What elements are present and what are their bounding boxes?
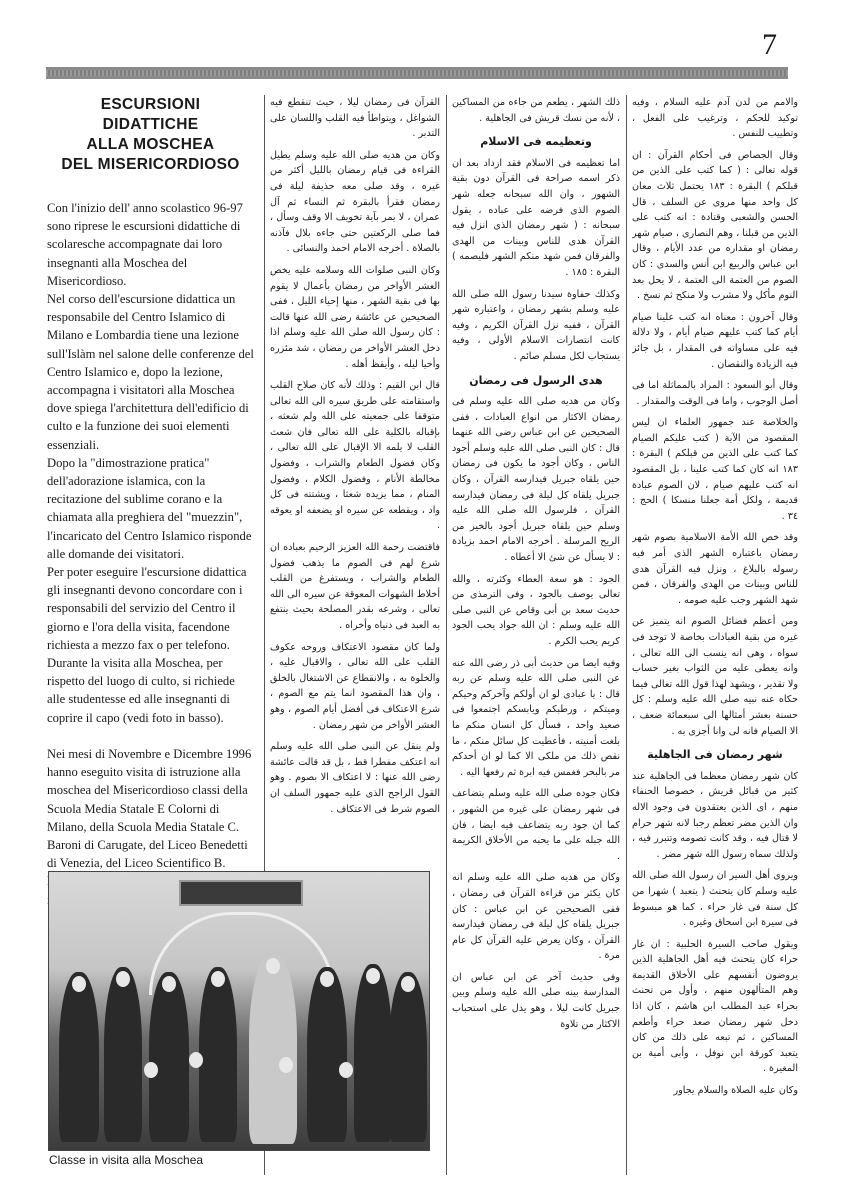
page-number: 7 (762, 28, 777, 61)
class-photo (48, 871, 430, 1151)
arabic-section-heading: هدى الرسول فى رمضان (469, 373, 603, 387)
title-line: DEL MISERICORDIOSO (61, 156, 240, 173)
arabic-paragraph: وفى حديث آخر عن ابن عباس ان المدارسة بينه صلى الله عليه وسلم وبين جبريل كانت ليلا ، وهو يدل على استحباب الاكثار من تلاوة (452, 971, 620, 1030)
article-paragraph: Con l'inizio dell' anno scolastico 96-97 sono riprese le escursioni didattiche di scolaresche accompagnate dai loro insegnanti alla Moschea del Misericordioso. (47, 201, 243, 288)
arabic-column-1 (270, 95, 440, 865)
person-silhouette (354, 964, 392, 1142)
arabic-paragraph: وقال أبو السعود : المراد بالمماثلة اما فى أصل الوجوب ، واما فى الوقت والمقدار . (632, 380, 798, 407)
person-silhouette (199, 967, 237, 1142)
arabic-paragraph: وكان عليه الصلاة والسلام يجاور (673, 1085, 798, 1097)
paragraph-gap (47, 727, 254, 745)
arabic-column-3 (632, 95, 798, 1170)
face-shape (72, 976, 86, 992)
arabic-paragraph: كان شهر رمضان معظما فى الجاهلية عند كثير من قبائل قريش ، خصوصا الحنفاء منهم ، اى الذين يعتقدون فى وجود الاله وان الذين مضر تعظم رجبا لانه شهر حرام لا قتال فيه ، وقد كانت تصومه وتتبرر فيه ، ولذلك سماه رسول الله شهر مضر . (632, 770, 798, 860)
title-line: ALLA MOSCHEA (86, 136, 215, 153)
person-silhouette (389, 972, 427, 1142)
title-line: ESCURSIONI (100, 96, 201, 113)
article-title (47, 95, 254, 175)
arabic-paragraph: وقال الجصاص فى أحكام القرآن : ان قوله تعالى : ( كما كتب على الذين من قبلكم ) البقرة : ١٨٣ يحتمل ثلاث معان كل واحد منها مروى عن السلف ، قال الحسن والشعبى وقتادة : انه كتب على الذين من قبلنا ، وهم النصارى ، صيام شهر رمضان او مقداره من عدد الأيام ، وقال ابن عباس والربيع ابن أنس والسدى : كان الصوم من العتمة الى العتمة ، لا يحل بعد النوم مأكل ولا مشرب ولا منكح ثم نسخ . (632, 149, 798, 302)
arabic-paragraph: القرآن فى رمضان ليلا ، حيث تنقطع فيه الشواغل ، ويتواطأ فيه القلب واللسان على التدبر . (270, 97, 440, 140)
photo-caption: Classe in visita alla Moschea (49, 1153, 204, 1167)
face-shape (401, 976, 415, 992)
italian-article (47, 95, 254, 909)
arabic-paragraph: وقال آخرون : معناه انه كتب علينا صيام أيام كما كتب عليهم صيام أيام ، ولا دلالة فيه على مساواته فى المقدار ، بل جائز فيه الزيادة والنقصان . (632, 311, 798, 370)
person-silhouette (307, 967, 347, 1142)
arabic-paragraph: وفيه ايضا من حديث أبى ذر رضى الله عنه عن النبى صلى الله عليه وسلم عن ربه قال : يا عبادى لو ان أولكم وآخركم وحيكم وميتكم ، ورطبكم ويابسكم اجتمعوا فى صعيد واحد ، فسأل كل انسان منكم ما بلغت أمنيته ، فأعطيت كل سائل منكم ، ما نقص ذلك من ملكى الا كما لو ان أحدكم مر بالبحر فغمس فيه ابرة ثم رفعها اليه . (452, 657, 620, 778)
column-divider (626, 95, 627, 1175)
arabic-section-heading: شهر رمضان فى الجاهلية (647, 748, 783, 762)
arabic-paragraph: ذلك الشهر ، يطعم من جاءه من المساكين ، لأنه من نسك قريش فى الجاهلية . (452, 97, 620, 124)
face-shape (211, 971, 225, 987)
arabic-paragraph: وكان النبى صلوات الله وسلامه عليه يخص العشر الأواخر من رمضان بأعمال لا يقوم بها فى بقية الشهر ، منها إحياء الليل ، ففى الصحيحين عن عائشة رضى الله عنها قالت : كان رسول الله صلى الله عليه وسلم اذا دخل العشر الأواخر من رمضان ، شد مئزره وأحيا ليله ، وأيقظ أهله . (270, 264, 440, 370)
arabic-paragraph: ولما كان مقصود الاعتكاف وروحه عكوف القلب على الله تعالى ، والاقبال عليه ، والخلوة به ، والانقطاع عن الاشتغال بالخلق ، وان هذا المقصود انما يتم مع الصوم ، شرع الاعتكاف فى أفضل أيام الصوم ، وهو العشر الأواخر من شهر رمضان . (270, 641, 440, 731)
article-paragraph: Per poter eseguire l'escursione didattica gli insegnanti devono concordare con i responsabili del servizio del Centro il giorno e l'ora della visita, facendone richiesta a mezzo fax o per telefono. (47, 565, 247, 652)
face-shape (116, 971, 130, 987)
face-shape (162, 976, 176, 992)
person-silhouette (59, 972, 99, 1142)
face-shape (320, 971, 334, 987)
article-paragraph: Durante la visita alla Moschea, per rispetto del luogo di culto, si richiede alle studentesse ed alle insegnanti di coprire il capo (vedi foto in basso). (47, 656, 235, 725)
person-silhouette (149, 972, 189, 1142)
arabic-paragraph: الجود : هو سعة العطاء وكثرته ، والله تعالى يوصف بالجود ، وفى الترمذى من حديث سعد بن أبى وقاص عن النبى صلى الله عليه وسلم : ان الله جواد يحب الجود كريم يحب الكرم . (452, 573, 620, 647)
arabic-paragraph: وكان من هديه صلى الله عليه وسلم فى رمضان الاكثار من انواع العبادات ، ففى الصحيحين عن ابن عباس رضى الله عنهما قال : كان النبى صلى الله عليه وسلم أجود الناس ، وكان أجود ما يكون فى رمضان حين يلقاه جبريل فيدارسه القرآن ، وكان جبريل يلقاه كل ليلة فى رمضان فيدارسه القرآن ، فلرسول الله صلى الله عليه وسلم حين يلقاه جبريل أجود بالخير من الريح المرسلة . أخرجه الامام احمد بزيادة : لا يسأل عن شئ الا أعطاه . (452, 396, 620, 564)
face-shape (366, 968, 380, 984)
arabic-paragraph: ويقول صاحب السيرة الحلبية : ان غار حراء كان يتحنث فيه أهل الجاهلية الذين يروضون أنفسهم على الأخلاق القديمة وهم المتألهون منهم ، وأول من تحنث بحراء عبد المطلب ابن هاشم ، كان اذا دخل شهر رمضان صعد حراء وأطعم المساكين ، ثم تبعه على ذلك من كان يتعبد كورقة ابن نوفل ، وأبى أمية بن المغيرة . (632, 938, 798, 1075)
face-shape (339, 1062, 353, 1078)
arabic-paragraph: ومن أعظم فضائل الصوم انه يتميز عن غيره من بقية العبادات بخاصة لا توجد فى سواه ، وهى انه ينسب الى الله تعالى ، وانه يعطى عليه من الثواب بغير حساب ولا تقدير ، ويشهد لهذا قول الله تعالى فيما حكاه عنه نبيه صلى الله عليه وسلم : كل حسنة بعشر أمثالها الى سبعمائة ضعف ، الا الصيام فانه لى وانا أجزى به . (632, 616, 798, 737)
face-shape (279, 1057, 293, 1073)
arabic-column-2 (452, 95, 620, 1170)
person-silhouette (104, 967, 142, 1142)
face-shape (189, 1052, 203, 1068)
arabic-paragraph: ولم ينقل عن النبى صلى الله عليه وسلم انه اعتكف مفطرا قط ، بل قد قالت عائشة رضى الله عنها : لا اعتكاف الا بصوم . وهو القول الراجح الذى عليه جمهور السلف ان الصوم شرط فى الاعتكاف . (270, 741, 440, 815)
column-divider (446, 95, 447, 1175)
article-paragraph: Nel corso dell'escursione didattica un responsabile del Centro Islamico di Milano e Lombardia tiene una lezione sull'Islàm nel salone delle conferenze del Centro Islamico e, dopo la lezione, accompagna i visitatori alla Moschea dove spiega l'architettura dell'edificio di culto e la funzione dei suoi elementi essenziali. (47, 292, 254, 452)
arabic-paragraph: اما تعظيمه فى الاسلام فقد ازداد بعد ان ذكر اسمه صراحة فى القرآن دون بقية الشهور ، وان الله سبحانه جعله شهر الصوم الذى فرضه على عباده ، يقول سبحانه : ( شهر رمضان الذى انزل فيه القرآن هدى للناس وبينات من الهدى والفرقان فمن شهد منكم الشهر فليصمه ) البقرة : ١٨٥ . (452, 157, 620, 278)
title-line: DIDATTICHE (102, 116, 199, 133)
arabic-paragraph: ويروى أهل السير ان رسول الله صلى الله عليه وسلم كان يتحنث ( يتعبد ) شهرا من كل سنة فى غار حراء ، كما هو مبسوط فى سيرة ابن اسحاق وغيره . (632, 870, 798, 929)
arabic-section-heading: وتعظيمه فى الاسلام (480, 135, 592, 149)
arabic-paragraph: فاقتضت رحمة الله العزيز الرحيم بعباده ان شرع لهم فى الصوم ما يذهب فضول الطعام والشراب ، ويستفرغ من القلب أخلاط الشهوات المعوقة عن سيره الى الله تعالى ، وشرعه بقدر المصلحة بحيث ينتفع به العبد فى دنياه وأخراه . (270, 542, 440, 631)
arabic-paragraph: وكان من هديه صلى الله عليه وسلم يطيل القراءة فى قيام رمضان بالليل أكثر من غيره ، وقد صلى معه حذيفة ليلة فى رمضان فقرأ بالبقرة ثم النساء ثم آل عمران ، لا يمر بآية تخويف الا وقف وسأل ، فما صلى الركعتين حتى جاءه بلال فآذنه بالصلاة . أخرجه الامام احمد والنسائى . (270, 149, 440, 255)
header-rule-texture (46, 70, 788, 76)
article-paragraph: Nei mesi di Novembre e Dicembre 1996 hanno eseguito visita di istruzione alla moschea del Misericordioso classi della Scuola Media Statale E Colorni di Milano, della Scuola Media Statale C. Baroni di Carugate, del Liceo Benedetti di Venezia, del Liceo Scientifico B. (47, 746, 252, 871)
arabic-paragraph: وكان من هديه صلى الله عليه وسلم انه كان يكثر من قراءة القرآن فى رمضان ، ففى الصحيحين عن ابن عباس : كان جبريل يلقاه كل ليلة فى رمضان فيدارسه القرآن ، وكان يعرض عليه القرآن كل عام مرة . (452, 872, 620, 962)
calligraphy-banner (179, 880, 303, 906)
arabic-paragraph: وقد خص الله الأمة الاسلامية بصوم شهر رمضان باعتباره الشهر الذى أمر فيه رسوله بالبلاغ ، ونزل فيه القرآن هدى للناس وبينات من الهدى والفرقان ، فمن شهد الشهر وجب عليه صومه . (632, 532, 798, 606)
person-silhouette (249, 954, 297, 1144)
arabic-paragraph: والخلاصة عند جمهور العلماء ان ليس المقصود من الآية ( كتب عليكم الصيام كما كتب على الذين من قبلكم ) البقرة : ١٨٣ انه كان كما كتب علينا ، بل المقصود انه كتب عليهم صيام ، لان الصوم عبادة قديمة ، ولكل أمة جعلنا منسكا ) الحج : ٣٤ . (632, 417, 798, 522)
face-shape (266, 958, 280, 974)
arabic-paragraph: والامم من لدن آدم عليه السلام ، وفيه توكيد للحكم ، وترغيب على الفعل ، وتطييب للنفس . (632, 97, 798, 140)
arabic-paragraph: وكذلك حفاوة سيدنا رسول الله صلى الله عليه وسلم بشهر رمضان ، واعتباره شهر القرآن ، ففيه نزل القرآن الكريم ، وفيه كانت انتصارات الاسلام الأولى ، وفيه يستجاب لكل مسلم صائم . (452, 288, 620, 362)
face-shape (144, 1062, 158, 1078)
article-paragraph: Dopo la "dimostrazione pratica" dell'adorazione islamica, con la recitazione del sublime corano e la chiamata alla preghiera del "muezzin", l'incaricato del Centro Islamico risponde alle domande dei visitatori. (47, 455, 252, 561)
arabic-paragraph: قال ابن القيم : وذلك لأنه كان صلاح القلب واستقامته على طريق سيره الى الله تعالى متوقفا على جمعيته على الله ولم شعثه ، بإقباله بالكلية على الله تعالى فان شعث القلب لا يلمه الا الإقبال على الله تعالى ، وكان فضول الطعام والشراب ، وفضول مخالطة الأنام ، وفضول الكلام ، وفضول المنام ، مما يزيده شعثا ، ويشتته فى كل واد ، ويقطعه عن سيره او يضعفه او يعوقه . (270, 380, 440, 532)
arabic-paragraph: فكان جوده صلى الله عليه وسلم يتضاعف فى شهر رمضان على غيره من الشهور ، كما ان جود ربه يتضاعف فيه ايضا ، فان الله جبله على ما يحبه من الأخلاق الكريمة . (452, 788, 620, 862)
